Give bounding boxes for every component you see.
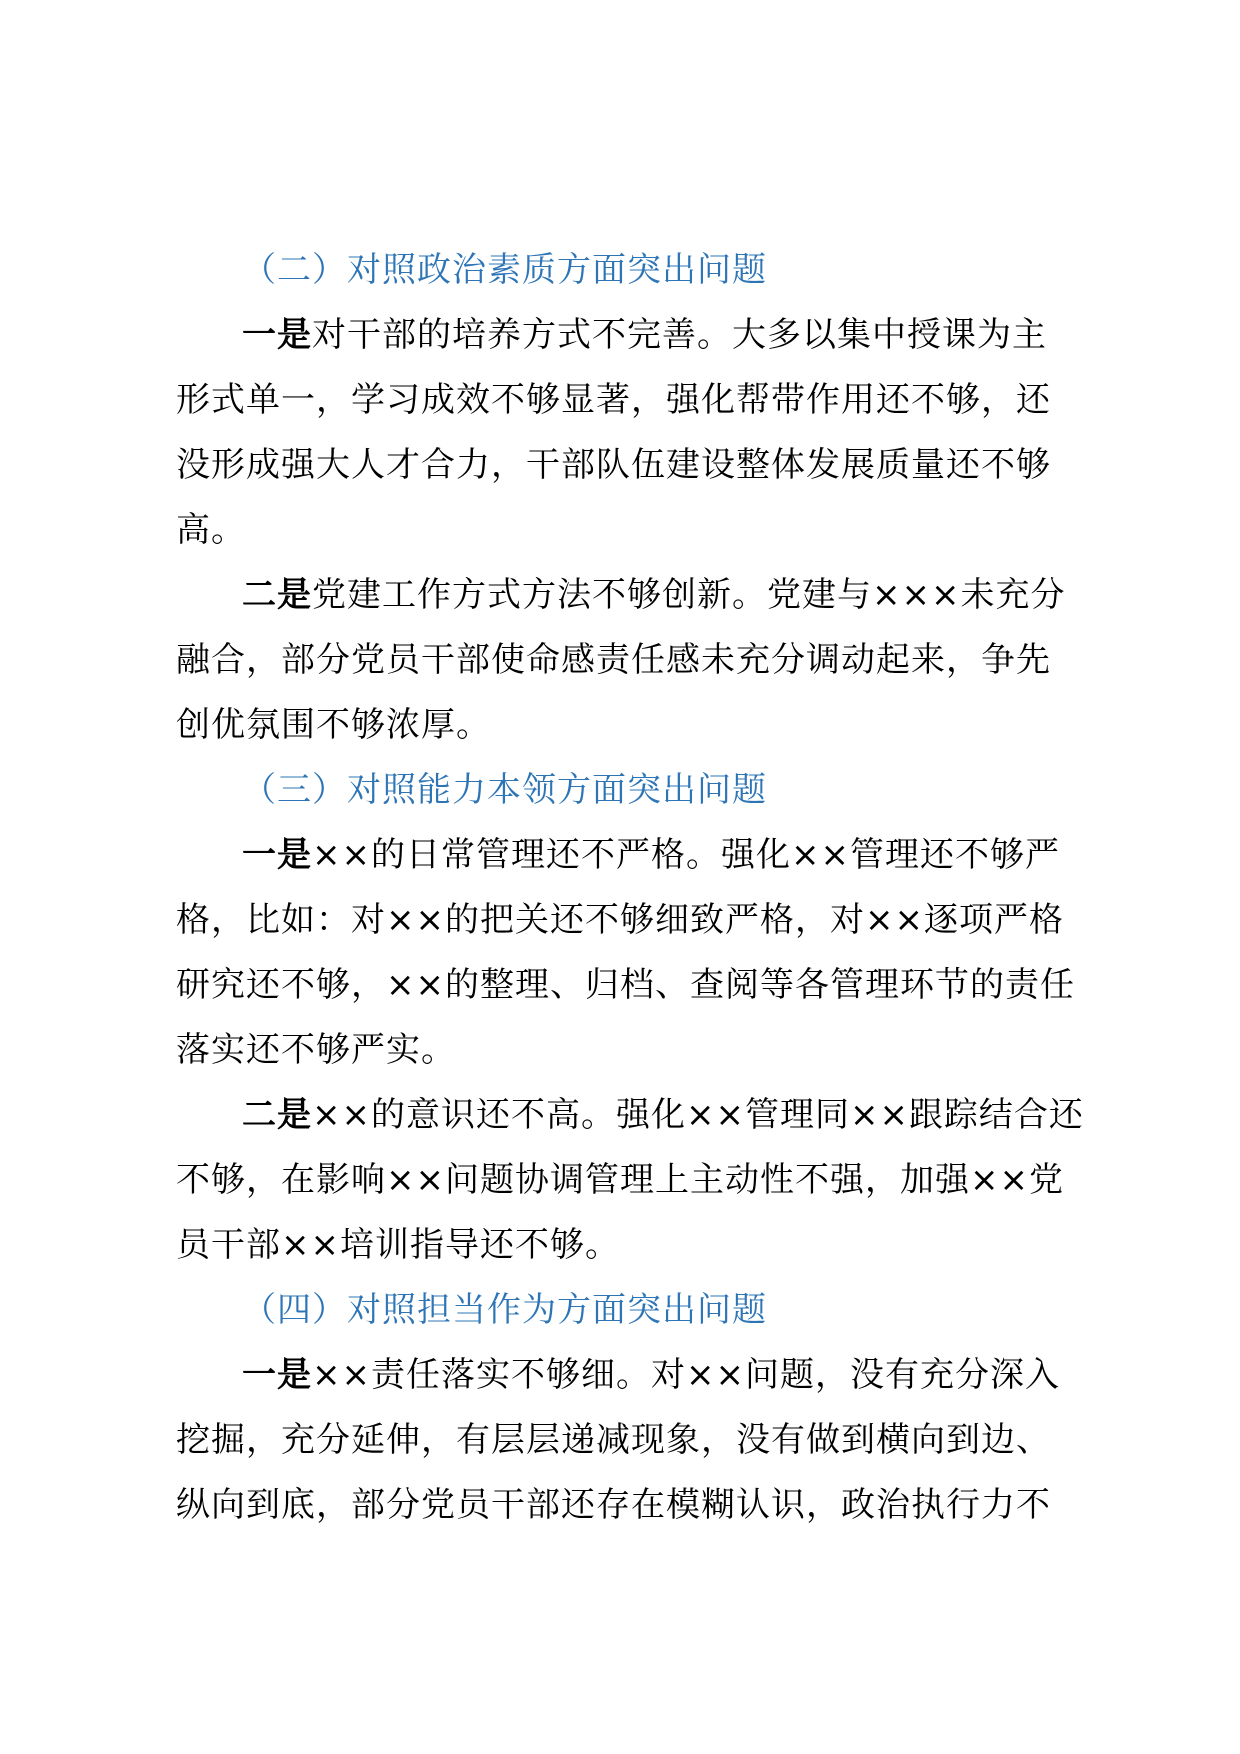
paragraph-text: 党建工作方式方法不够创新。党建与×××未充分 [312,575,1066,615]
paragraph-text: 格，比如：对××的把关还不够细致严格，对××逐项严格 [176,900,1064,940]
paragraph-text: 纵向到底，部分党员干部还存在模糊认识，政治执行力不 [176,1485,1051,1525]
paragraph-line [176,303,1116,368]
paragraph-text: ××责任落实不够细。对××问题，没有充分深入 [312,1355,1060,1395]
section-heading: （四）对照担当作为方面突出问题 [242,1290,767,1330]
paragraph-lead: 一是 [242,315,312,355]
paragraph-lead: 一是 [242,835,312,875]
paragraph-text: ××的意识还不高。强化××管理同××跟踪结合还 [312,1095,1084,1135]
paragraph-line [176,628,1116,693]
paragraph-text: 融合，部分党员干部使命感责任感未充分调动起来，争先 [176,640,1051,680]
paragraph-lead: 一是 [242,1355,312,1395]
paragraph-text: 落实还不够严实。 [176,1030,456,1070]
paragraph-text: 没形成强大人才合力，干部队伍建设整体发展质量还不够 [176,445,1051,485]
paragraph-lead: 二是 [242,575,312,615]
paragraph-text: ××的日常管理还不严格。强化××管理还不够严 [312,835,1060,875]
paragraph-line [176,563,1116,628]
paragraph-line [176,953,1116,1018]
paragraph-text: 研究还不够，××的整理、归档、查阅等各管理环节的责任 [176,965,1075,1005]
body-paragraph [176,303,1116,563]
paragraph-line [176,1213,1116,1278]
paragraph-line [176,1473,1116,1538]
paragraph-line [176,888,1116,953]
paragraph-line [176,1343,1116,1408]
paragraph-text: 对干部的培养方式不完善。大多以集中授课为主 [312,315,1047,355]
body-paragraph [176,823,1116,1083]
paragraph-text: 员干部××培训指导还不够。 [176,1225,620,1265]
section-heading: （三）对照能力本领方面突出问题 [242,770,767,810]
paragraph-line [176,433,1116,498]
paragraph-text: 创优氛围不够浓厚。 [176,705,491,745]
paragraph-line [176,823,1116,888]
body-paragraph [176,563,1116,758]
paragraph-line [176,368,1116,433]
paragraph-line [176,498,1116,563]
paragraph-lead: 二是 [242,1095,312,1135]
body-paragraph [176,1343,1116,1538]
paragraph-text: 形式单一，学习成效不够显著，强化帮带作用还不够，还 [176,380,1051,420]
section-heading: （二）对照政治素质方面突出问题 [242,250,767,290]
paragraph-line [176,1018,1116,1083]
paragraph-line [176,1083,1116,1148]
body-paragraph [176,1083,1116,1278]
paragraph-text: 高。 [176,510,246,550]
document-body [176,238,1116,1538]
paragraph-line [176,1148,1116,1213]
paragraph-line [176,1408,1116,1473]
paragraph-line [176,693,1116,758]
paragraph-text: 挖掘，充分延伸，有层层递减现象，没有做到横向到边、 [176,1420,1051,1460]
paragraph-text: 不够，在影响××问题协调管理上主动性不强，加强××党 [176,1160,1064,1200]
